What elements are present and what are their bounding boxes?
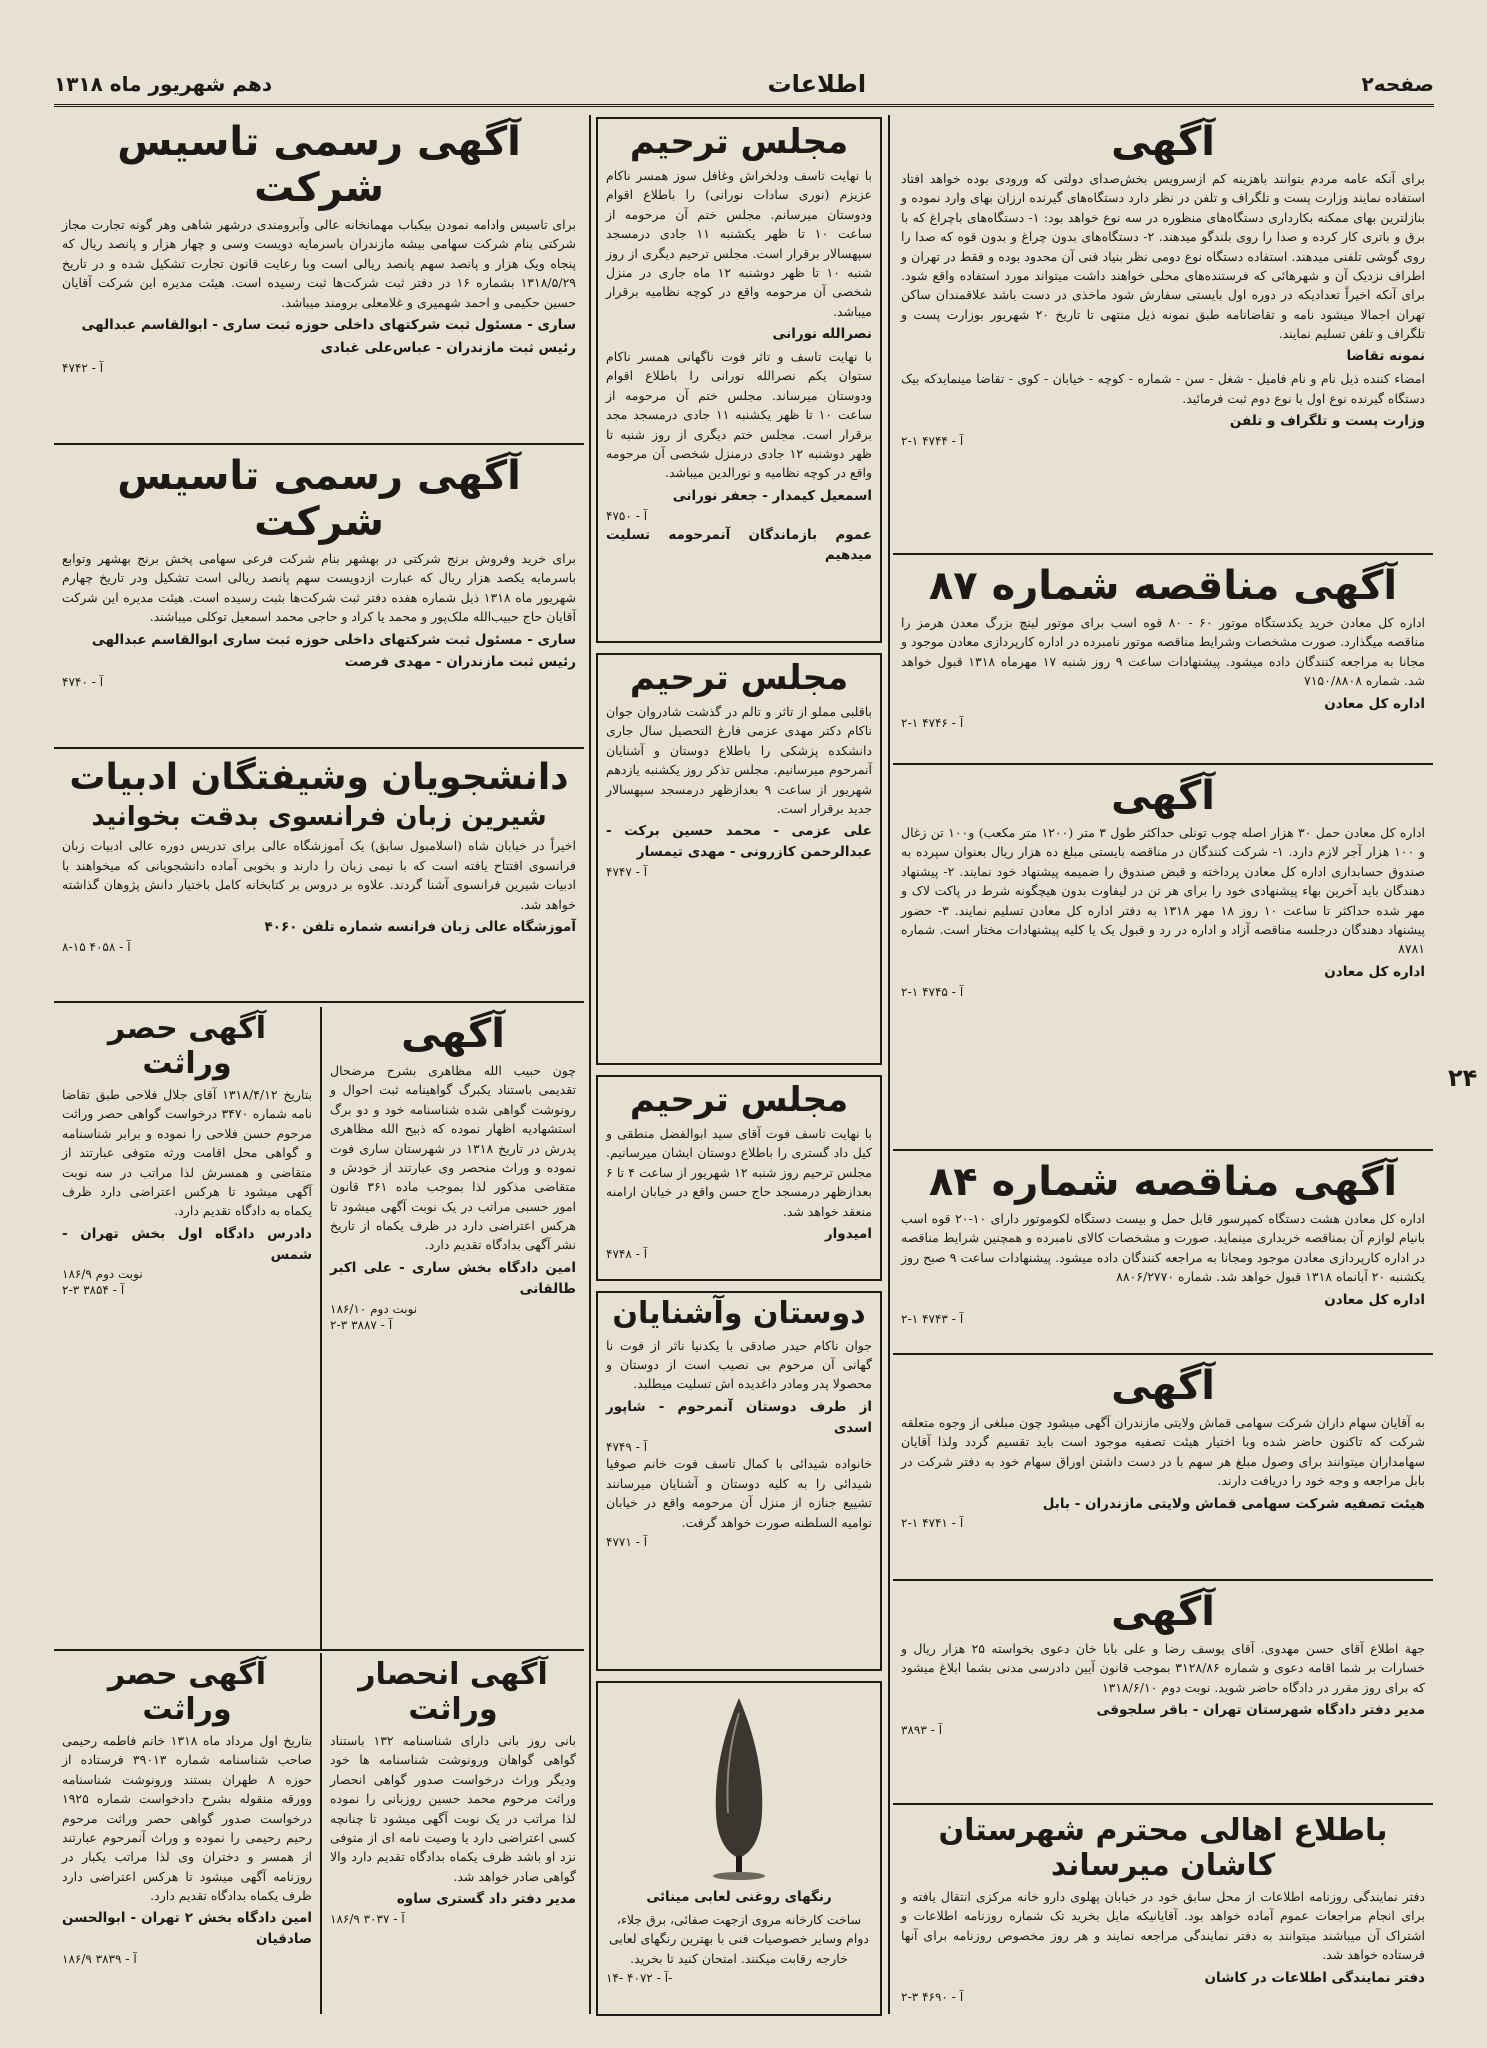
ad-title: آگهی <box>1111 1363 1215 1409</box>
ad-signature: امین دادگاه بخش ۲ تهران - ابوالحسن صادقیان <box>62 1910 312 1948</box>
ad-signature: از طرف دوستان آنمرحوم - شاپور اسدی <box>606 1398 872 1436</box>
subcolumn-left <box>54 1653 320 2014</box>
ad-body-second: با نهایت تاسف و تاثر فوت ناگهانی همسر ناکام ستوان یکم نصرالله نورانی را باطلاع اقوام ودوستان میرساند. مجلس ختم آن مرحومه از ساعت ۱۰ تا ظهر یکشنبه ۱۱ جادی درمسجد مجد برقرار است. مجلس ختم دیگری از روز شنبه تا ظهر دوشنبه ۱۲ جادی درمنزل شخصی آن مرحومه واقع در کوچه نظامیه و نورالدین میباشد. <box>606 349 872 481</box>
ad-subtitle: شیرین زبان فرانسوی بدقت بخوانید <box>91 802 547 833</box>
inheritance-notice-falahi <box>54 1007 320 1649</box>
ad-code: آ - ۴۷۴۳ ۱-۲ <box>901 1312 964 1327</box>
ad-body: برای آنکه عامه مردم بتوانند باهزینه کم ازسرویس بخش‌صدای دولتی که ورودی بوده خواهد افتاد استفاده نمایند وزارت پست و تلگراف و تلفن در نظر دارد دستگاه‌های گیرنده ارزان بهای وارد نموده و بنازلترین بهای ممکنه بکارداری دستگاه‌های منظوره در سه نوع خواهد بود: ۱- دستگاه‌های باچراغ که با برق و باتری کار کرده و صدا را روی بلندگو میدهند. ۲- دستگاه‌های بدون چراغ و بدون قوه که صدا را روی گوشی تلفنی میدهند. استفاده دستگاه نوع دومی نظر بنیاد فنی آن محدود بوده و فقط در تهران و اطراف نزدیک آن و شهرهائی که فرستنده‌های محلی خواهند داشت میتواند مورد استفاده واقع شود. برای آنکه اخیراً تعدادیکه در دوره اول بایستی سفارش شود ماخذی در دست باشد علاقمندان ساکن تهران اجمالا میشود نامه و تقاضانامه طبق نمونه ذیل منتهی تا تاریخ ۲۰ شهریور بوزارت پست و تلگراف و تلفن تسلیم نمایند. <box>901 171 1425 341</box>
ad-signature: علی عزمی - محمد حسین برکت - عبدالرحمن کازرونی - مهدی تیمسار <box>606 823 872 861</box>
ad-title: آگهی حصر وراثت <box>107 1657 267 1727</box>
ad-signature: امیدوار <box>824 1225 872 1242</box>
ad-signature: وزارت پست و تلگراف و تلفن <box>1229 413 1425 430</box>
ad-body: با نهایت تاسف فوت آقای سید ابوالفضل منطقی و کیل داد گستری را باطلاع دوستان ایشان میرسانیم. مجلس ترحیم روز شنبه ۱۲ شهریور از ساعت ۴ تا ۶ بعدازظهر درمسجد حاج حسن واقع در خیابان ارامنه منعقد خواهد شد. <box>606 1126 873 1219</box>
ad-date: نوبت دوم ۱۸۶/۱۰ <box>330 1301 418 1316</box>
header-date: دهم شهریور ماه ۱۳۱۸ <box>54 72 273 96</box>
ad-body: اداره کل معادن خرید یکدستگاه موتور ۶۰ - ۸۰ قوه اسب برای موتور لینچ بزرگ معدن هرمز را مناقصه میگذارد. صورت مشخصات وشرایط مناقصه موتور نامبرده در اداره کارپردازی معادن موجود و مجانا به مراجعه کنندگان داده میشود. پیشنهادات ساعت ۹ روز شنبه ۱۷ مهرماه ۱۳۱۸ قبول خواهد شد. شماره ۷۱۵۰/۸۸۰۸ <box>901 615 1425 689</box>
ad-signature: هیئت تصفیه شرکت سهامی قماش ولایتی مازندران - بابل <box>1042 1495 1425 1512</box>
subcolumn-right <box>320 1007 584 1649</box>
page-header <box>54 64 1434 107</box>
ad-title: مجلس ترحیم <box>629 658 849 698</box>
ad-signature-second: رئیس ثبت مازندران - عباس‌علی غبادی <box>320 339 576 356</box>
ad-post-telegraph <box>893 115 1433 555</box>
ad-code: آ - ۴۷۴۴ ۱-۲ <box>901 433 964 448</box>
ad-court-notice <box>893 1585 1433 1805</box>
page-number: صفحه۲ <box>1361 72 1434 96</box>
ad-body: بتاریخ اول مرداد ماه ۱۳۱۸ خانم فاطمه رحیمی صاحب شناسنامه شماره ۳۹۰۱۳ فرستاده از حوزه ۸ طهران بستند ورونوشت شناسنامه وورقه منقوله بشرح دادخواست شماره ۱۹۲۵ درخواست صدور گواهی حصر وراثت مرحوم رحیم رحیمی را نموده و وراث آنمرحوم عبارتند از همسر و دختران وی لذا مراتب یکبار در روزنامه آگهی میشود تا هرکس اعتراضی دارد ظرف یکماه بدادگاه تقدیم دارد. <box>62 1733 312 1903</box>
ad-tender-87 <box>893 559 1433 765</box>
newspaper-title: اطلاعات <box>767 70 867 98</box>
ad-kashan-office <box>893 1809 1433 2014</box>
ad-title: مجلس ترحیم <box>629 122 849 162</box>
ad-code: آ - ۳۰۳۷ ۱۸۶/۹ <box>330 1911 405 1926</box>
ad-code: آ - ۴۷۴۷ <box>606 865 648 880</box>
paint-advertisement <box>596 1681 882 2016</box>
column-divider <box>888 115 890 2014</box>
left-subcolumns <box>54 1007 584 1651</box>
ad-title: آگهی <box>1111 1589 1215 1635</box>
ad-code: آ - ۴۷۴۹ <box>606 1440 648 1455</box>
ad-body: اداره کل معادن هشت دستگاه کمپرسور قابل حمل و بیست دستگاه لکوموتور دارای ۱۰-۲۰ قوه اسب بانیام لوازم آن بمناقصه خریداری مینماید. صورت و مشخصات کالای نامبرده و همچنین شرایط مناقصه در اداره کارپردازی معادن موجود ومجانا به مراجعه کنندگان داده میشود. پیشنهادات ساعت ۹ صبح روز یکشنبه ۲۰ آبانماه ۱۳۱۸ قبول خواهد شد. شماره ۸۸۰۶/۲۷۷۰ <box>901 1211 1425 1285</box>
inheritance-notice-rouzbani <box>322 1653 584 2014</box>
memorial-azmi <box>596 653 882 1065</box>
company-registration-rice <box>54 449 584 749</box>
ad-body: جهة اطلاع آقای حسن مهدوی. آقای یوسف رضا و علی بابا خان دعوی بخواسته ۲۵ هزار ریال و خسارات بر شما اقامه دعوی و شماره ۳۱۲۸/۸۶ بموجب قانون آیین دادرسی مدنی بشما ابلاغ میشود که برای روز مقرر در دادگاه حاضر شوید. نوبت دوم ۱۳۱۸/۶/۱۰ <box>901 1641 1425 1695</box>
subcolumn-right <box>320 1653 584 2014</box>
ad-body: دفتر نمایندگی روزنامه اطلاعات از محل سابق خود در خیابان پهلوی دارو خانه مرکزی انتقال یافته و برای انجام مراجعات عموم آماده خواهد بود. آقایانیکه مایل بخرید تک شماره روزنامه اطلاعات و اشتراک آن میباشند میتوانند به دفتر نمایندگی مراجعه نمایند و هر روز مخصوص روزنامه برای آنها فرستاده خواهد شد. <box>901 1889 1425 1963</box>
ad-title: آگهی انحصار وراثت <box>358 1657 548 1727</box>
ad-title: آگهی <box>1111 773 1215 819</box>
memorial-friends <box>596 1291 882 1671</box>
ad-signature-second: رئیس ثبت مازندران - مهدی فرصت <box>344 654 576 671</box>
ad-title: آگهی مناقصه شماره ۸۷ <box>928 563 1398 609</box>
ad-title: آگهی حصر وراثت <box>107 1011 267 1081</box>
ad-signature: اداره کل معادن <box>1324 963 1425 980</box>
ad-code: آ - ۴۰۷۲ -۱۴- <box>606 1971 673 1986</box>
ad-code: آ - ۳۸۸۷ ۳-۲ <box>330 1317 393 1332</box>
left-subcolumns-bottom <box>54 1653 584 2014</box>
ad-code: آ - ۴۰۵۸ ۱۵-۸ <box>62 939 131 954</box>
side-page-number: ۲۴ <box>1448 1064 1478 1092</box>
ad-signature: نصرالله نورانی <box>772 326 872 343</box>
ad-code: آ - ۳۸۹۳ <box>901 1723 943 1738</box>
ad-body: ساخت کارخانه مروی ازجهت صفائی، برق جلاء، دوام وسایر خصوصیات فنی با بهترین رنگهای لعابی خارجه رقابت میکنند. امتحان کنید تا بخرید. <box>609 1911 869 1966</box>
ad-shareholders <box>893 1359 1433 1581</box>
ad-body: بتاریخ ۱۳۱۸/۴/۱۲ آقای جلال فلاحی طبق تقاضا نامه شماره ۳۴۷۰ درخواست گواهی حصر وراثت مرحوم حسن فلاحی را نموده و برابر شناسنامه و گواهی محل اقامت ورثه متوفی عبارتند از متقاضی و همسرش لذا مراتب در سه نوبت آگهی میشود تا هرکس اعتراضی دارد ظرف یکماه به دادگاه تقدیم دارد. <box>62 1087 312 1219</box>
ad-code: آ - ۴۷۴۲ <box>62 360 104 375</box>
ad-code: آ - ۴۷۴۱ ۱-۲ <box>901 1516 964 1531</box>
ad-body: باقلبی مملو از تاثر و تالم در گذشت شادروان جوان ناکام دکتر مهدی عزمی فارغ التحصیل سال جاری دانشکده پزشکی را باطلاع دوستان و آشنایان آنمرحوم میرسانیم. مجلس تذکر روز یکشنبه یازدهم شهریور از ساعت ۹ بعدازظهر درمسجد سپهسالار جدید برقرار است. <box>606 704 872 816</box>
cypress-tree-illustration <box>684 1693 794 1883</box>
memorial-nourani <box>596 117 882 643</box>
inheritance-notice-rahimi <box>54 1653 320 2014</box>
ad-code: آ - ۳۸۵۴ ۳-۲ <box>62 1283 125 1298</box>
ad-title: آگهی رسمی تاسیس شرکت <box>117 119 521 211</box>
ad-body: به آقایان سهام داران شرکت سهامی قماش ولایتی مازندران آگهی میشود چون مبلغی از وجوه متعلقه شرکت که تاکنون حاضر شده وبا اختیار هیئت تصفیه موجود است باید تقسیم گردد ولذا آقایان سهامداران میتوانند برای وصول مبلغ هر سهم با در دست داشتن اوراق سهام خود به دفتر شرکت در بابل مراجعه و وجه خود را دریافت دارند. <box>901 1415 1425 1489</box>
ad-signature: اداره کل معادن <box>1324 695 1425 712</box>
ad-mines-timber <box>893 769 1433 1151</box>
ad-body-second: خانواده شیدائی با کمال تاسف فوت خانم صوفیا شیدائی را به کلیه دوستان و آشنایان میرسانند تشییع جنازه از منزل آن مرحومه واقع در خیابان نوامیه السلطنه صورت خواهد گرفت. <box>606 1456 872 1530</box>
ad-body: بانی روز بانی دارای شناسنامه ۱۳۲ باستناد گواهی گواهان ورونوشت شناسنامه ها خود ودیگر وراث درخواست صدور گواهی انحصار وراثت مرحوم محمد حسین روزبانی را نموده لذا مراتب در یک نوبت آگهی میشود تا چنانچه کسی اعتراضی دارد یا وصیت نامه ای از متوفی نزد او باشد ظرف یکماه بدادگاه تقدیم دارد والا گواهی صادر خواهد شد. <box>330 1733 577 1884</box>
ad-title: آگهی رسمی تاسیس شرکت <box>117 453 521 545</box>
ad-title: رنگهای روغنی لعابی مینائی <box>646 1889 832 1905</box>
ad-signature: مدیر دفتر داد گستری ساوه <box>396 1891 576 1907</box>
right-column <box>893 115 1433 2014</box>
ad-title: دانشجویان وشیفتگان ادبیات <box>69 757 569 798</box>
ad-signature: امین دادگاه بخش ساری - علی اکبر طالقانی <box>330 1259 576 1297</box>
ad-body: برای تاسیس وادامه نمودن بیکباب مهمانخانه عالی وآبرومندی درشهر شاهی وهر گونه تجارت مجاز شرکتی بنام شرکت سهامی بیشه مازندران باسرمایه دویست وسی و چهار هزار و پانصد ریال که پنجاه ویک هزار و پانصد سهم پانصد ریالی است وبا رعایت قانون تجارت تشکیل شده و در تاریخ ۱۳۱۸/۵/۲۹ بشماره ۱۶ در دفتر ثبت شرکت‌ها ثبت رسیده است. هیئت مدیره این شرکت آقایان حسین حکیمی و احمد شهمیری و غلامعلی برومند میباشد. <box>62 217 576 310</box>
ad-code: آ - ۴۷۴۰ <box>62 675 104 690</box>
ad-title: مجلس ترحیم <box>629 1080 849 1120</box>
ad-body: با نهایت تاسف ودلخراش وغافل سوز همسر ناکام عزیزم (نوری سادات نورانی) را باطلاع اقوام ودوستان میرسانم. مجلس ختم آن مرحومه از ساعت ۱۰ تا ظهر یکشنبه ۱۱ جادی درمسجد سپهسالار برقرار است. مجلس ترحیم دیگری از روز شنبه ۱۰ تا ظهر دوشنبه ۱۲ ماه جاری در منزل شخصی آن مرحومه واقع در کوچه نظامیه برقرار میباشد. <box>606 168 872 319</box>
ad-signature: آموزشگاه عالی زبان فرانسه شماره تلفن ۴۰۶۰ <box>264 918 576 935</box>
ad-title: آگهی <box>401 1011 505 1057</box>
notice-mazaheri <box>322 1007 584 1649</box>
ad-date: نوبت دوم ۱۸۶/۹ <box>62 1267 143 1282</box>
ad-body: چون حبیب الله مظاهری بشرح مرضحال تقدیمی باستناد یکبرگ گواهینامه ثبت احوال و رونوشت گواهی شده شناسنامه خود و دو برگ استشهادیه اظهار نموده که ذبیح الله مظاهری پدرش در تاریخ ۱۳۱۸ در شهرستان ساری فوت نموده و وراث منحصر وی عبارتند از خودش و متقاضی مذکور لذا بموجب ماده ۳۶۱ قانون امور حسبی مراتب در یک نوبت آگهی میشود تا هرکس اعتراضی دارد در ظرف یکماه از تاریخ نشر آگهی بدادگاه تقدیم دارد. <box>330 1063 577 1253</box>
ad-signature: دفتر نمایندگی اطلاعات در کاشان <box>1204 1969 1425 1986</box>
left-column <box>54 115 584 2014</box>
middle-column <box>594 115 884 2014</box>
company-registration-hotel <box>54 115 584 445</box>
ad-code: آ - ۴۷۵۰ <box>606 508 648 523</box>
ad-signature: دادرس دادگاه اول بخش تهران - شمس <box>62 1225 312 1263</box>
ad-title: دوستان وآشنایان <box>612 1296 866 1331</box>
ad-tender-84 <box>893 1155 1433 1355</box>
ad-title: آگهی مناقصه شماره ۸۴ <box>928 1159 1398 1205</box>
ad-signature-second: اسمعیل کیمدار - جعفر نورانی <box>672 487 872 504</box>
ad-code: آ - ۳۸۳۹ ۱۸۶/۹ <box>62 1952 137 1967</box>
ad-body: جوان ناکام حیدر صادقی با یکدنیا ناثر از فوت نا گهانی آن مرحوم بی نصیب است از دوستان و محصولا پدر ومادر داغدیده اش تسلیت میطلبد. <box>606 1337 872 1392</box>
ad-title: باطلاع اهالی محترم شهرستان کاشان میرساند <box>938 1813 1388 1883</box>
ad-signature: ساری - مسئول ثبت شرکتهای داخلی حوزه ثبت ساری - ابوالقاسم عبدالهی <box>81 316 576 333</box>
memorial-mantaghi <box>596 1075 882 1281</box>
column-divider <box>589 115 591 2014</box>
ad-body: اداره کل معادن حمل ۳۰ هزار اصله چوب تونلی حداکثر طول ۳ متر (۱۲۰۰ متر مکعب) و۱۰۰ تن زغال و ۱۰۰ هزار آجر لازم دارد. ۱- شرکت کنندگان در مناقصه بایستی مبلغ ده‌ هزار ریال بعنوان سپرده به صندوق حسابداری اداره کل معادن پرداخته و قبض صندوق را ضمیمه پیشنهاد خود نمایند. ۲- پیشنهاد دهندگان باید آخرین بهاء پیشنهادی خود را برای هر تن در لیفاوت بدون هیچگونه شرط در پاکت لاک و مهر شده حداکثر تا ساعت ۱۰ روز ۱۸ مهر ۱۳۱۸ به دفتر اداره کل معادن تسلیم نمایند. ۳- حضور پیشنهاد دهندگان درجلسه مناقصه آزاد و اداره در رد و قبول یک یا کلیه پیشنهادات مختار است. شماره ۸۷۸۱ <box>901 825 1426 957</box>
ad-code: آ - ۴۷۴۸ <box>606 1246 648 1261</box>
ad-title: آگهی <box>1111 119 1215 165</box>
ad-code: آ - ۴۷۴۵ ۱-۲ <box>901 984 964 999</box>
ad-code: آ - ۴۶۹۰ ۳-۲ <box>901 1990 964 2005</box>
ad-signature: اداره کل معادن <box>1324 1291 1425 1308</box>
ad-note: عموم بازماندگان آنمرحومه تسلیت میدهیم <box>606 526 872 564</box>
ad-code: آ - ۴۷۴۶ ۱-۲ <box>901 716 964 731</box>
ad-note: امضاء کننده ذیل نام و نام فامیل - شغل - سن - شماره - کوچه - خیابان - کوی - تقاضا مینمایدکه بیک دستگاه گیرنده نوع اول یا نوع دوم ثبت فرمائید. <box>901 371 1425 406</box>
subcolumn-left <box>54 1007 320 1649</box>
ad-body: برای خرید وفروش برنج شرکتی در بهشهر بنام شرکت فرعی سهامی پخش برنج بهشهر وتوابع باسرمایه یکصد هزار ریال که عبارت ازدویست سهم پانصد ریالی است تشکیل ودر تاریخ چهارم شهریور ماه ۱۳۱۸ ذیل شماره هفده دفتر ثبت شرکت‌ها بثبت رسیده است. هیئت مدیره این شرکت آقایان حاج حبیب‌الله ملک‌پور و محمد یا کراد و حاجی محمد اسمعیل توکلی میباشند. <box>62 551 576 625</box>
french-school-ad <box>54 753 584 1003</box>
ad-note-title: نمونه تقاضا <box>1346 348 1425 365</box>
ad-code-second: آ - ۴۷۷۱ <box>606 1534 648 1549</box>
ad-body: اخیراً در خیابان شاه (اسلامبول سابق) یک آموزشگاه عالی برای تدریس دوره عالی ادبیات زبان فرانسوی افتتاح یافته است که با نیمی زبان را دارند و بخوبی آماده دانشجویانی که میخواهند با ادبیات شیرین فرانسوی آشنا گردند. علاوه بر دروس بر کتابخانه کامل باختیار دانش پژوهان گذاشته خواهد شد. <box>62 838 576 912</box>
ad-signature: ساری - مسئول ثبت شرکتهای داخلی حوزه ثبت ساری ابوالقاسم عبدالهی <box>91 631 576 648</box>
ad-signature: مدیر دفتر دادگاه شهرستان تهران - باقر سلجوقی <box>1096 1702 1425 1719</box>
